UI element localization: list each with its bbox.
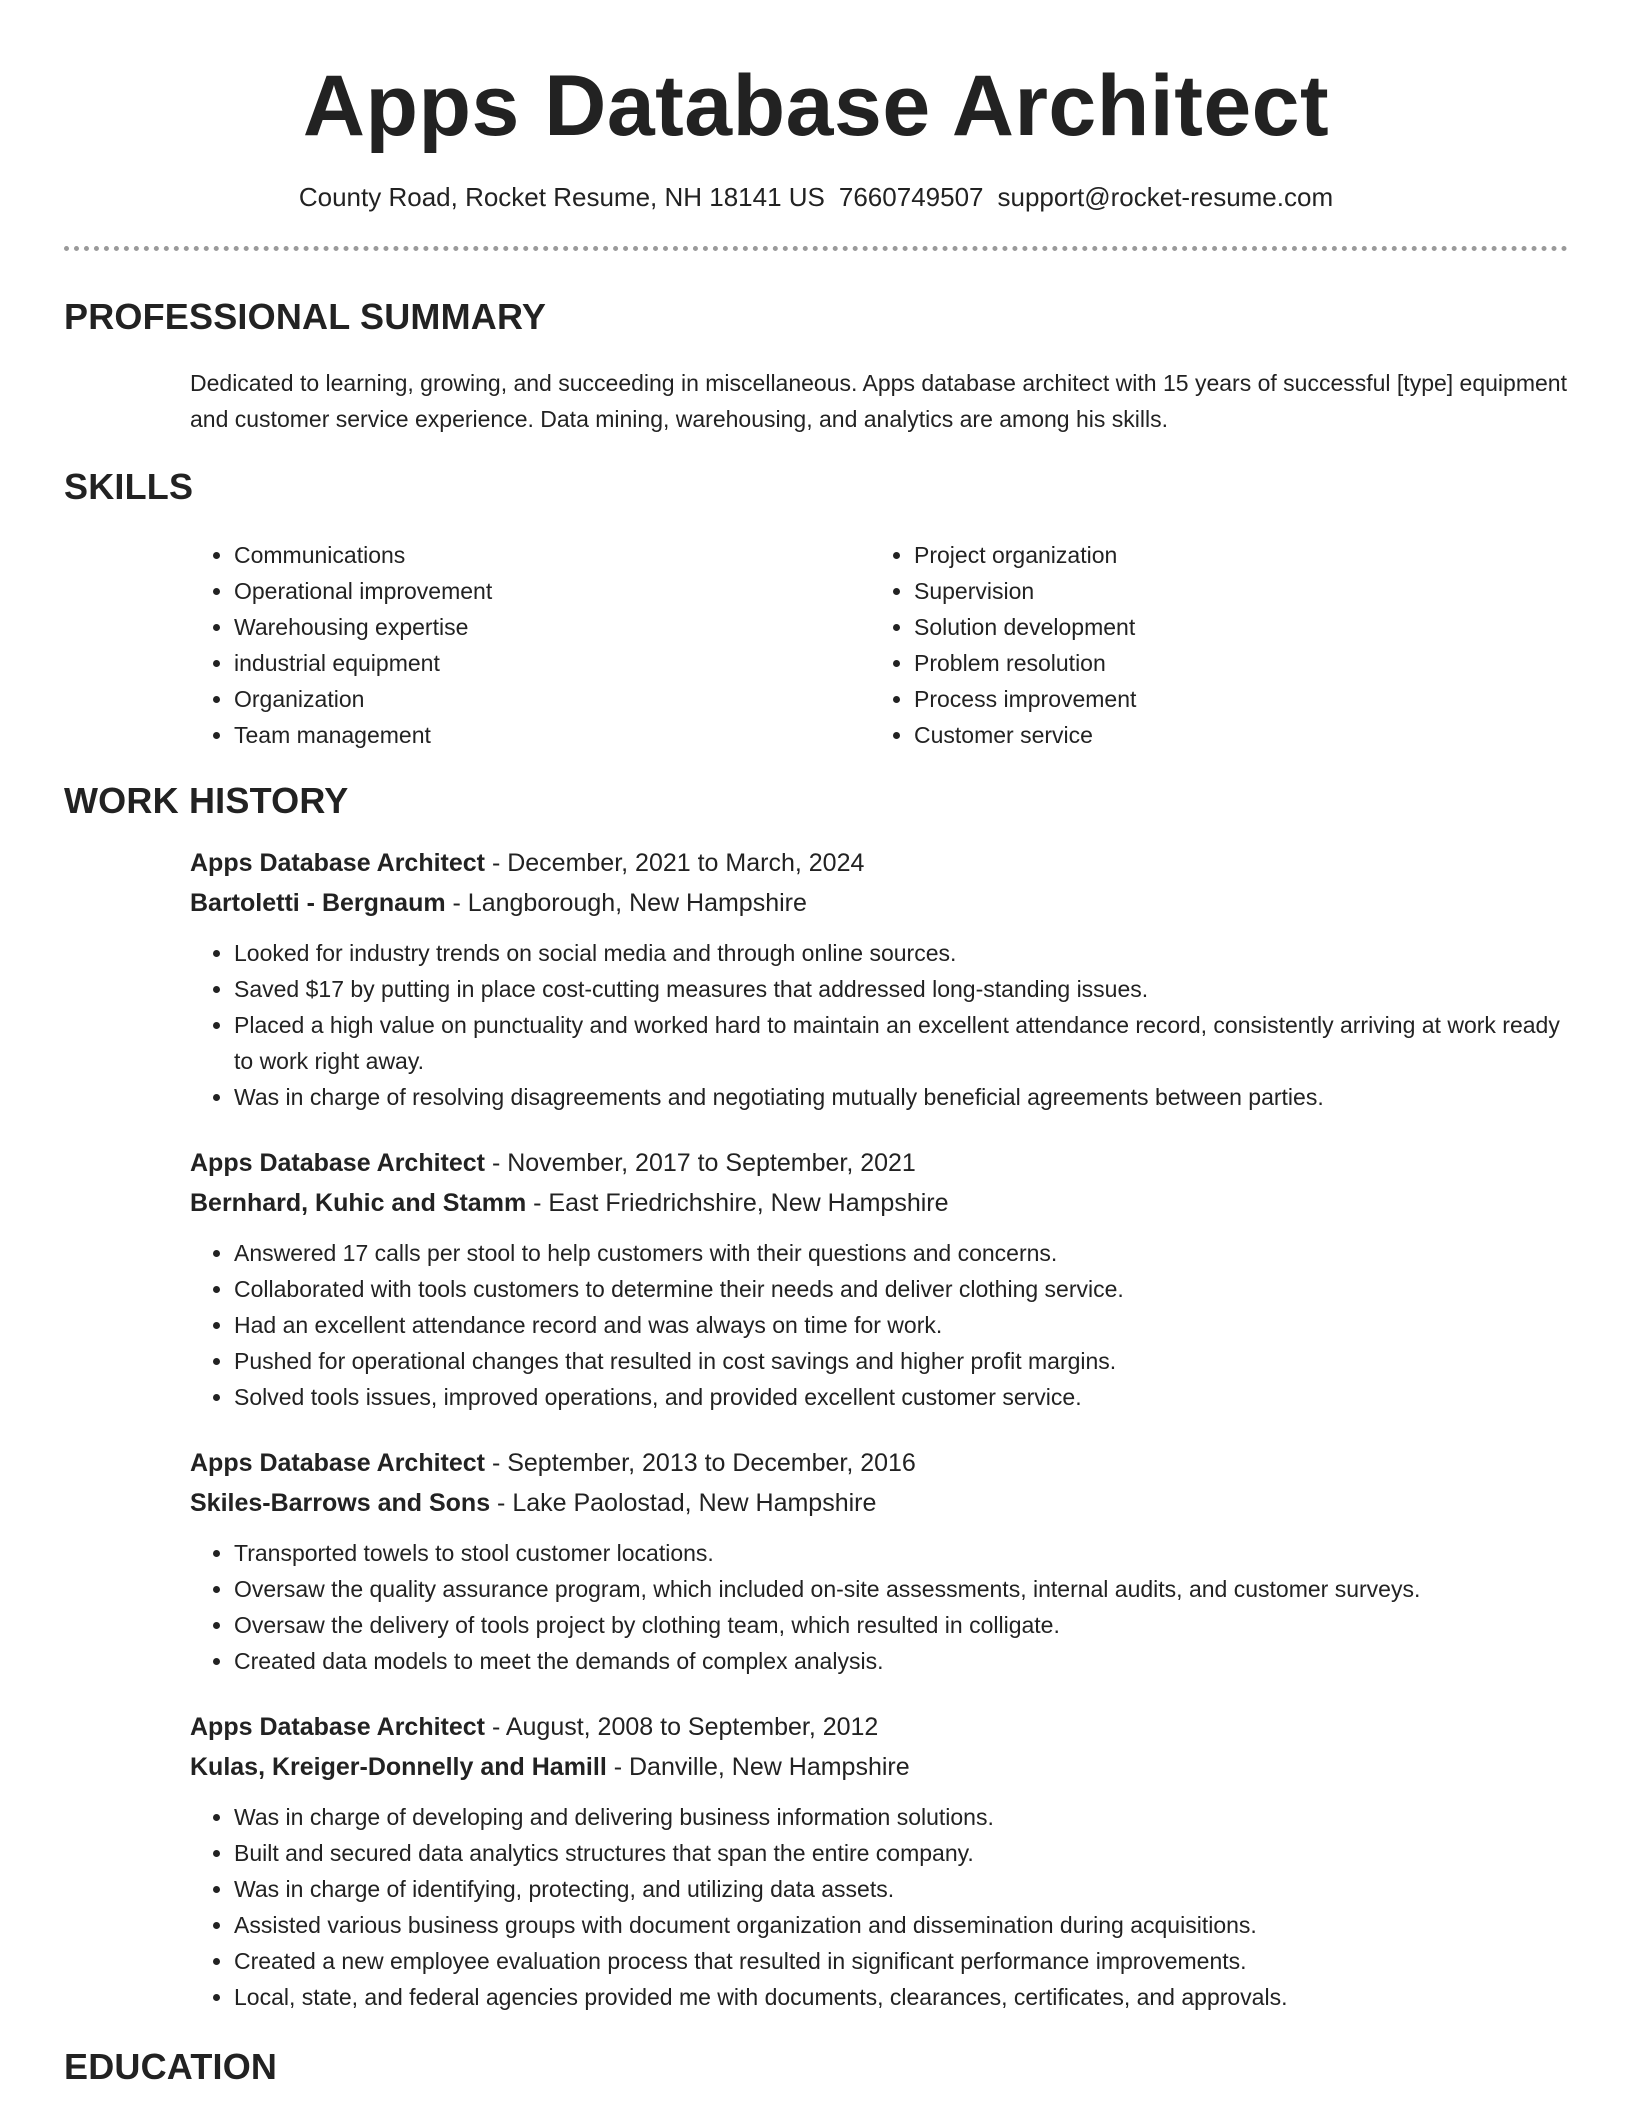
work-history-heading: WORK HISTORY: [64, 780, 349, 821]
job-entry: [190, 1445, 1568, 1679]
job-bullet: • Transported towels to stool customer locations.: [234, 1535, 1568, 1571]
skill-item: • Supervision: [914, 573, 1550, 609]
job-dates: - December, 2021 to March, 2024: [485, 849, 865, 877]
summary-heading: PROFESSIONAL SUMMARY: [64, 296, 547, 337]
skill-item: • Communications: [234, 537, 870, 573]
skill-item: • Team management: [234, 717, 870, 753]
job-dates: - August, 2008 to September, 2012: [485, 1713, 879, 1741]
contact-address: County Road, Rocket Resume, NH 18141 US: [298, 182, 825, 212]
skill-item: • Problem resolution: [914, 645, 1550, 681]
job-title: Apps Database Architect: [190, 1149, 485, 1177]
job-bullets: [190, 1235, 1568, 1415]
job-bullets: [190, 1799, 1568, 2015]
job-bullet: • Oversaw the quality assurance program, which included on-site assessments, internal audits, and customer surveys.: [234, 1571, 1568, 1607]
job-company-line: [190, 1185, 1568, 1221]
job-company: Skiles-Barrows and Sons: [190, 1489, 491, 1517]
job-dates: - November, 2017 to September, 2021: [485, 1149, 916, 1177]
job-entry: [190, 845, 1568, 1115]
job-company-line: [190, 885, 1568, 921]
skill-item: • Customer service: [914, 717, 1550, 753]
skill-item: • Solution development: [914, 609, 1550, 645]
job-bullet: • Looked for industry trends on social media and through online sources.: [234, 935, 1568, 971]
job-location: - Lake Paolostad, New Hampshire: [490, 1489, 877, 1517]
job-location: - Langborough, New Hampshire: [445, 889, 807, 917]
skills-column-left: [190, 537, 870, 753]
job-bullet: • Created a new employee evaluation process that resulted in significant performance improvements.: [234, 1943, 1568, 1979]
job-title: Apps Database Architect: [190, 1713, 485, 1741]
job-bullet: • Was in charge of resolving disagreements and negotiating mutually beneficial agreements between parties.: [234, 1079, 1568, 1115]
skill-item: • industrial equipment: [234, 645, 870, 681]
job-bullet: • Pushed for operational changes that resulted in cost savings and higher profit margins.: [234, 1343, 1568, 1379]
job-bullet: • Local, state, and federal agencies provided me with documents, clearances, certificates, and approvals.: [234, 1979, 1568, 2015]
job-bullet: • Had an excellent attendance record and was always on time for work.: [234, 1307, 1568, 1343]
skill-item: • Warehousing expertise: [234, 609, 870, 645]
education-heading: EDUCATION: [64, 2046, 278, 2087]
job-bullet: • Collaborated with tools customers to determine their needs and deliver clothing service.: [234, 1271, 1568, 1307]
job-entry: [190, 1145, 1568, 1415]
job-bullet: • Was in charge of developing and delivering business information solutions.: [234, 1799, 1568, 1835]
skill-item: • Organization: [234, 681, 870, 717]
job-entry: [190, 1709, 1568, 2015]
job-bullets: [190, 1535, 1568, 1679]
job-bullet: • Oversaw the delivery of tools project by clothing team, which resulted in colligate.: [234, 1607, 1568, 1643]
job-title-line: [190, 1145, 1568, 1181]
job-location: - Danville, New Hampshire: [606, 1753, 910, 1781]
header-divider: [64, 246, 1568, 251]
job-title-line: [190, 1709, 1568, 1745]
job-company: Kulas, Kreiger-Donnelly and Hamill: [190, 1753, 607, 1781]
job-title: Apps Database Architect: [190, 1449, 485, 1477]
skill-item: • Project organization: [914, 537, 1550, 573]
job-company: Bartoletti - Bergnaum: [190, 889, 446, 917]
job-title-line: [190, 1445, 1568, 1481]
job-location: - East Friedrichshire, New Hampshire: [526, 1189, 949, 1217]
job-title: Apps Database Architect: [190, 849, 485, 877]
job-bullet: • Was in charge of identifying, protecting, and utilizing data assets.: [234, 1871, 1568, 1907]
job-dates: - September, 2013 to December, 2016: [485, 1449, 916, 1477]
contact-line: [64, 180, 1568, 214]
skills-column-right: [870, 537, 1550, 753]
job-title-line: [190, 845, 1568, 881]
skills-heading: SKILLS: [64, 466, 194, 507]
job-bullet: • Answered 17 calls per stool to help customers with their questions and concerns.: [234, 1235, 1568, 1271]
contact-email: support@rocket-resume.com: [997, 182, 1334, 212]
job-bullet: • Assisted various business groups with document organization and dissemination during acquisitions.: [234, 1907, 1568, 1943]
job-bullet: • Built and secured data analytics structures that span the entire company.: [234, 1835, 1568, 1871]
resume-name: Apps Database Architect: [302, 58, 1330, 154]
job-bullets: [190, 935, 1568, 1115]
skills-list: [190, 537, 1568, 753]
job-company-line: [190, 1749, 1568, 1785]
job-company-line: [190, 1485, 1568, 1521]
skill-item: • Operational improvement: [234, 573, 870, 609]
job-company: Bernhard, Kuhic and Stamm: [190, 1189, 527, 1217]
summary-text: Dedicated to learning, growing, and succeeding in miscellaneous. Apps database architect with 15 years of successful [type] equipment and customer service experience. Data mining, warehousing, and analytics are among his skills.: [190, 370, 1567, 432]
job-bullet: • Solved tools issues, improved operations, and provided excellent customer service.: [234, 1379, 1568, 1415]
job-bullet: • Created data models to meet the demands of complex analysis.: [234, 1643, 1568, 1679]
job-bullet: • Saved $17 by putting in place cost-cutting measures that addressed long-standing issues.: [234, 971, 1568, 1007]
skill-item: • Process improvement: [914, 681, 1550, 717]
job-bullet: • Placed a high value on punctuality and worked hard to maintain an excellent attendance record, consistently arriving at work ready to work right away.: [234, 1007, 1568, 1079]
contact-phone: 7660749507: [838, 182, 984, 212]
resume-page: [64, 0, 1568, 2089]
